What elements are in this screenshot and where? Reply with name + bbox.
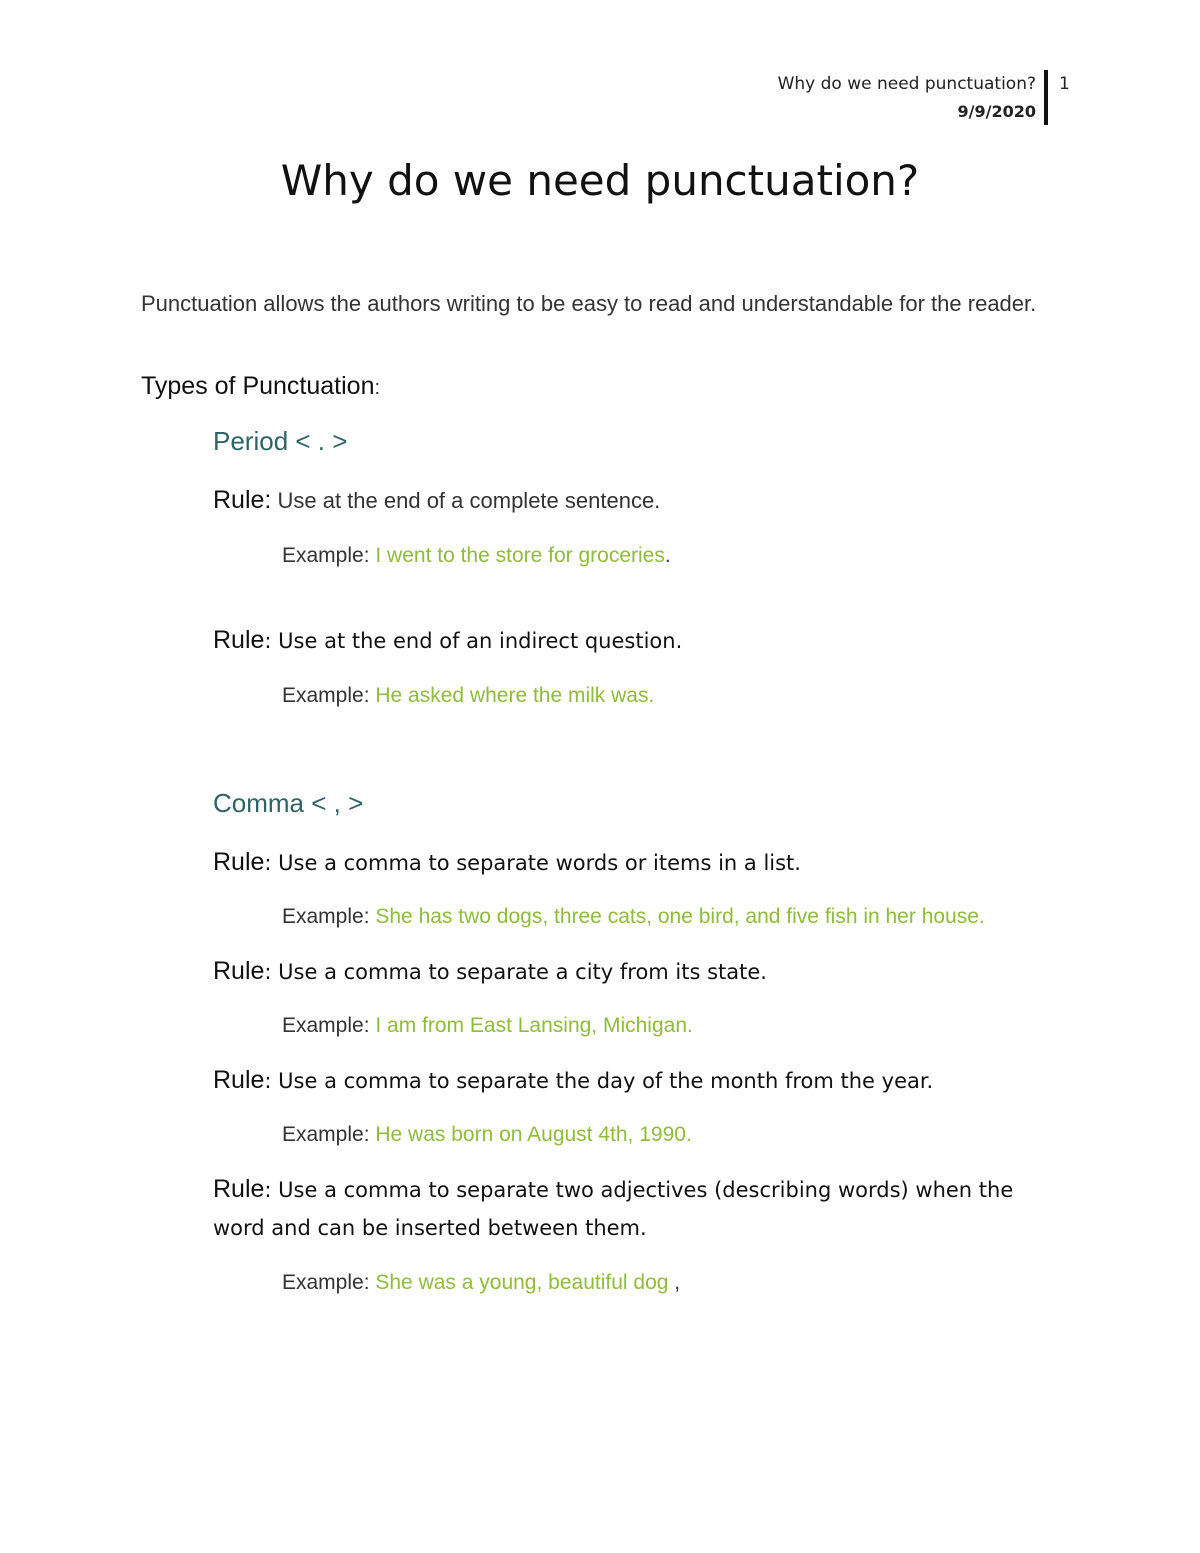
rule-period-2	[213, 626, 682, 655]
rule-text: : Use at the end of an indirect question.	[264, 629, 683, 653]
rule-label: Rule	[213, 848, 265, 876]
example-text: He asked where the milk was.	[375, 684, 655, 707]
header-divider	[1044, 70, 1048, 125]
example-text: He was born on August 4th, 1990.	[375, 1123, 692, 1146]
rule-text: : Use a comma to separate the day of the month from the year.	[264, 1069, 934, 1093]
header-date: 9/9/2020	[957, 102, 1036, 121]
example-comma-2	[282, 1014, 693, 1038]
example-text: She has two dogs, three cats, one bird, and five fish in her house.	[375, 905, 985, 928]
header-title: Why do we need punctuation?	[777, 74, 1036, 94]
rule-text: Use at the end of a complete sentence.	[271, 488, 661, 513]
rule-label: Rule	[213, 957, 265, 985]
rule-comma-3	[213, 1066, 933, 1095]
section-heading-comma: Comma < , >	[213, 788, 364, 818]
rule-text: : Use a comma to separate two adjectives (describing words) when the word and can be inserted between them.	[213, 1178, 1014, 1240]
types-heading	[141, 372, 380, 401]
rule-text: : Use a comma to separate words or items in a list.	[264, 851, 801, 875]
example-label: Example:	[282, 544, 376, 567]
page-number: 1	[1059, 74, 1070, 94]
example-text: I am from East Lansing, Michigan.	[375, 1014, 693, 1037]
rule-label: Rule	[213, 626, 265, 654]
rule-comma-1	[213, 848, 801, 877]
rule-label: Rule:	[213, 486, 272, 514]
example-label: Example:	[282, 684, 376, 707]
rule-text: : Use a comma to separate a city from its state.	[264, 960, 767, 984]
rule-comma-4	[213, 1170, 1063, 1247]
example-label: Example:	[282, 905, 376, 928]
rule-period-1	[213, 486, 660, 515]
example-period-1	[282, 544, 671, 568]
document-title: Why do we need punctuation?	[280, 156, 920, 205]
rule-comma-2	[213, 957, 767, 986]
example-end: ,	[668, 1271, 681, 1294]
example-text: I went to the store for groceries	[375, 544, 665, 567]
example-comma-1	[282, 905, 985, 929]
rule-label: Rule	[213, 1066, 265, 1094]
example-end: .	[664, 544, 671, 567]
types-heading-text: Types of Punctuation	[141, 372, 375, 400]
example-label: Example:	[282, 1014, 376, 1037]
example-label: Example:	[282, 1271, 376, 1294]
intro-paragraph: Punctuation allows the authors writing to be easy to read and understandable for the reader.	[141, 291, 1037, 316]
example-comma-3	[282, 1123, 692, 1147]
example-period-2	[282, 684, 654, 708]
example-label: Example:	[282, 1123, 376, 1146]
section-heading-period: Period < . >	[213, 426, 348, 456]
example-text: She was a young, beautiful dog	[375, 1271, 669, 1294]
types-heading-colon: :	[374, 377, 381, 399]
example-comma-4	[282, 1271, 680, 1295]
rule-label: Rule	[213, 1175, 265, 1203]
